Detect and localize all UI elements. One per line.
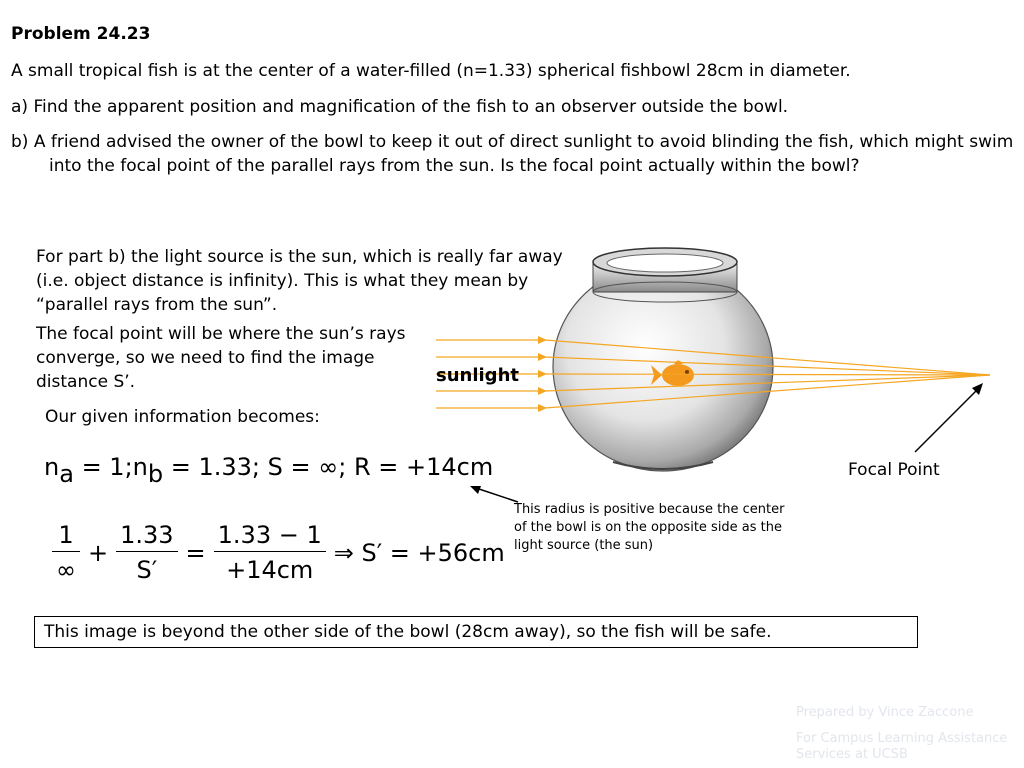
given-equation [44,453,494,488]
focal-point-label: Focal Point [848,460,940,480]
fraction-numerator: 1 [52,521,80,552]
plus-sign: + [88,538,109,567]
fraction-numerator: 1.33 [116,521,177,552]
conclusion-box: This image is beyond the other side of the bowl (28cm away), so the fish will be safe. [34,616,918,648]
fishbowl-figure [430,240,1010,480]
equals-sign: = [185,538,206,567]
sunlight-label: sunlight [436,365,519,386]
fraction-denominator: ∞ [56,556,76,584]
nb-value: = 1.33; [163,453,261,481]
fishbowl [553,248,773,471]
given-info-intro: Our given information becomes: [45,407,320,427]
ray-arrowheads [538,336,547,412]
problem-title: Problem 24.23 [11,24,151,44]
credit-author: Prepared by Vince Zaccone [796,705,974,720]
na-subscript: a [59,460,74,488]
na-value: = 1; [73,453,133,481]
nb-symbol: n [132,453,148,481]
fraction-numerator: 1.33 − 1 [214,521,326,552]
result: ⇒ S′ = +56cm [333,538,505,567]
focal-point-arrow [915,383,983,452]
lens-equation [52,521,513,584]
r-value: R = +14cm [353,453,494,481]
na-symbol: n [44,453,60,481]
nb-subscript: b [147,460,164,488]
problem-statement: A small tropical fish is at the center of a water-filled (n=1.33) spherical fishbowl 28cm in diameter. [11,61,851,81]
fraction-n-diff-over-r [214,521,326,584]
credit-organization: For Campus Learning Assistance Services at UCSB [796,731,1008,762]
fraction-denominator: +14cm [226,556,314,584]
explanation-text-1: For part b) the light source is the sun, which is really far away (i.e. object distance is infinity). This is what they mean by “parallel rays from the sun”. [36,247,563,315]
fraction-denominator: S′ [136,556,158,584]
radius-note: This radius is positive because the center of the bowl is on the opposite side as the light source (the sun) [514,502,785,553]
problem-part-a: a) Find the apparent position and magnification of the fish to an observer outside the bowl. [11,97,789,117]
explanation-text-2: The focal point will be where the sun’s rays converge, so we need to find the image distance S’. [36,324,406,392]
s-value: S = ∞; [267,453,347,481]
problem-part-b: b) A friend advised the owner of the bowl to keep it out of direct sunlight to avoid blinding the fish, which might swim into the focal point of the parallel rays from the sun. Is the focal point actually within the bowl? [11,132,1014,176]
fraction-1-over-infinity [52,521,80,584]
fraction-n-over-s-prime [116,521,177,584]
